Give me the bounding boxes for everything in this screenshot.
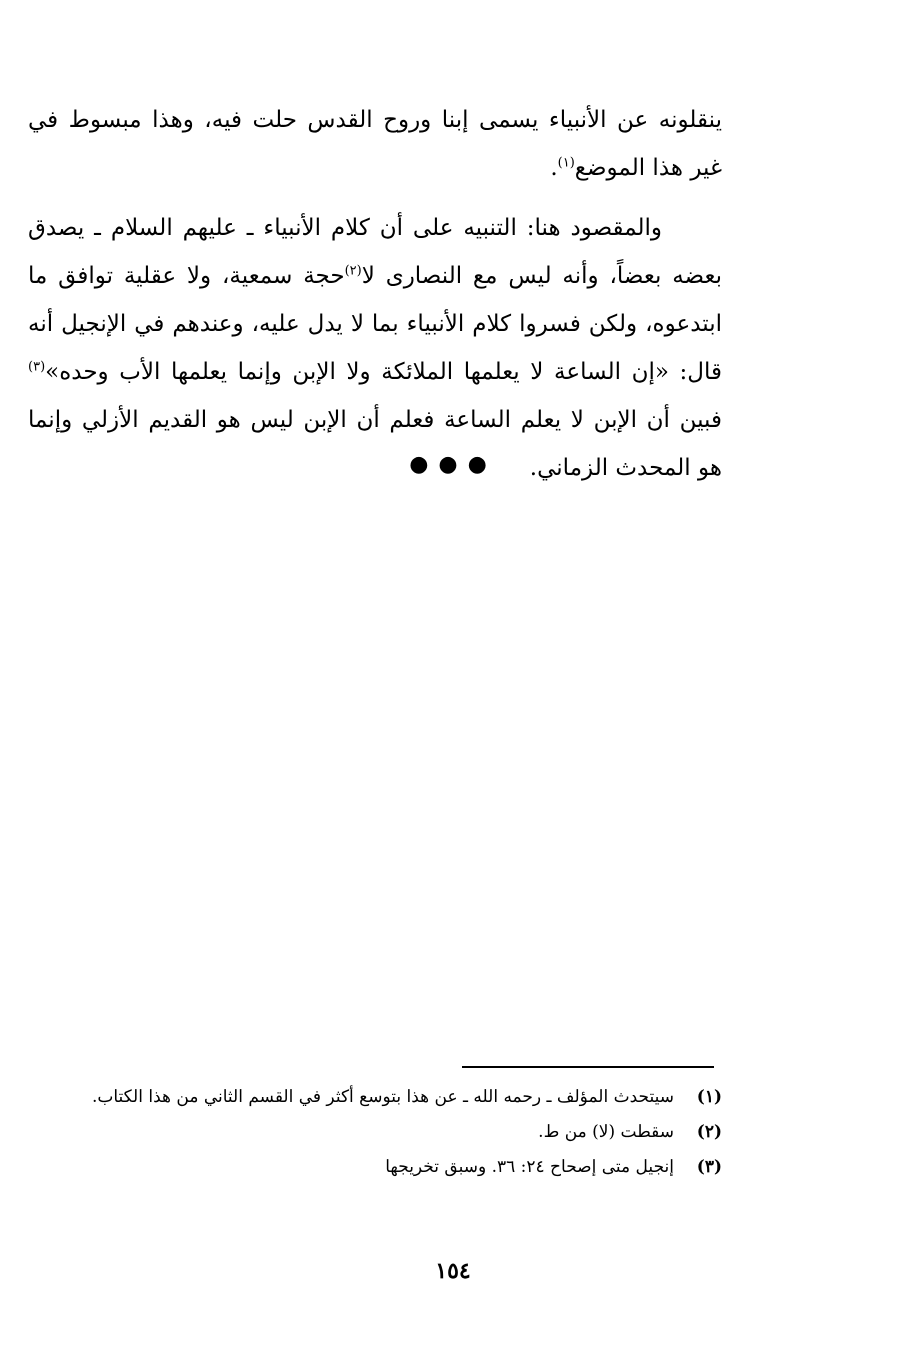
footnote-text: إنجيل متى إصحاح ٢٤: ٣٦. وسبق تخريجها	[385, 1157, 674, 1177]
main-text	[28, 96, 722, 504]
footnote-number: (٢)	[696, 1122, 722, 1142]
footnote-2	[22, 1115, 722, 1150]
footnote-1	[22, 1080, 722, 1115]
paragraph-2	[28, 204, 722, 492]
footnote-text: سيتحدث المؤلف ـ رحمه الله ـ عن هذا بتوسع أكثر في القسم الثاني من هذا الكتاب.	[91, 1087, 674, 1107]
footnote-divider	[462, 1066, 714, 1068]
footnote-text: سقطت (لا) من ط.	[538, 1122, 674, 1142]
footnote-ref-2[interactable]: (٢)	[344, 263, 362, 279]
paragraph-1-text: ينقلونه عن الأنبياء يسمى إبنا وروح القدس حلت فيه، وهذا مبسوط في غير هذا الموضع	[28, 107, 722, 181]
footnote-ref-1[interactable]: (١)	[557, 155, 575, 171]
section-separator: ●●●	[409, 452, 497, 477]
footnote-ref-3[interactable]: (٣)	[28, 359, 46, 375]
page-number: ١٥٤	[435, 1258, 471, 1284]
footnote-3	[22, 1150, 722, 1185]
footnote-number: (٣)	[696, 1157, 722, 1177]
footnotes	[22, 1080, 722, 1185]
paragraph-1-end: .	[550, 155, 558, 181]
footnote-number: (١)	[696, 1087, 722, 1107]
paragraph-2-seg2: حجة سمعية، ولا عقلية توافق ما ابتدعوه، ولكن فسروا كلام الأنبياء بما لا يدل عليه، وعندهم في الإنجيل أنه قال: «إن الساعة لا يعلمها الملائكة ولا الإبن وإنما يعلمها الأب وحده»	[28, 263, 722, 385]
paragraph-2-seg3: فبين أن الإبن لا يعلم الساعة فعلم أن الإبن ليس هو القديم الأزلي وإنما هو المحدث الزماني.	[28, 407, 722, 481]
paragraph-2-seg1: والمقصود هنا: التنبيه على أن كلام الأنبياء ـ عليهم السلام ـ يصدق بعضه بعضاً، وأنه ليس مع النصارى لا	[28, 215, 722, 289]
paragraph-1	[28, 96, 722, 192]
